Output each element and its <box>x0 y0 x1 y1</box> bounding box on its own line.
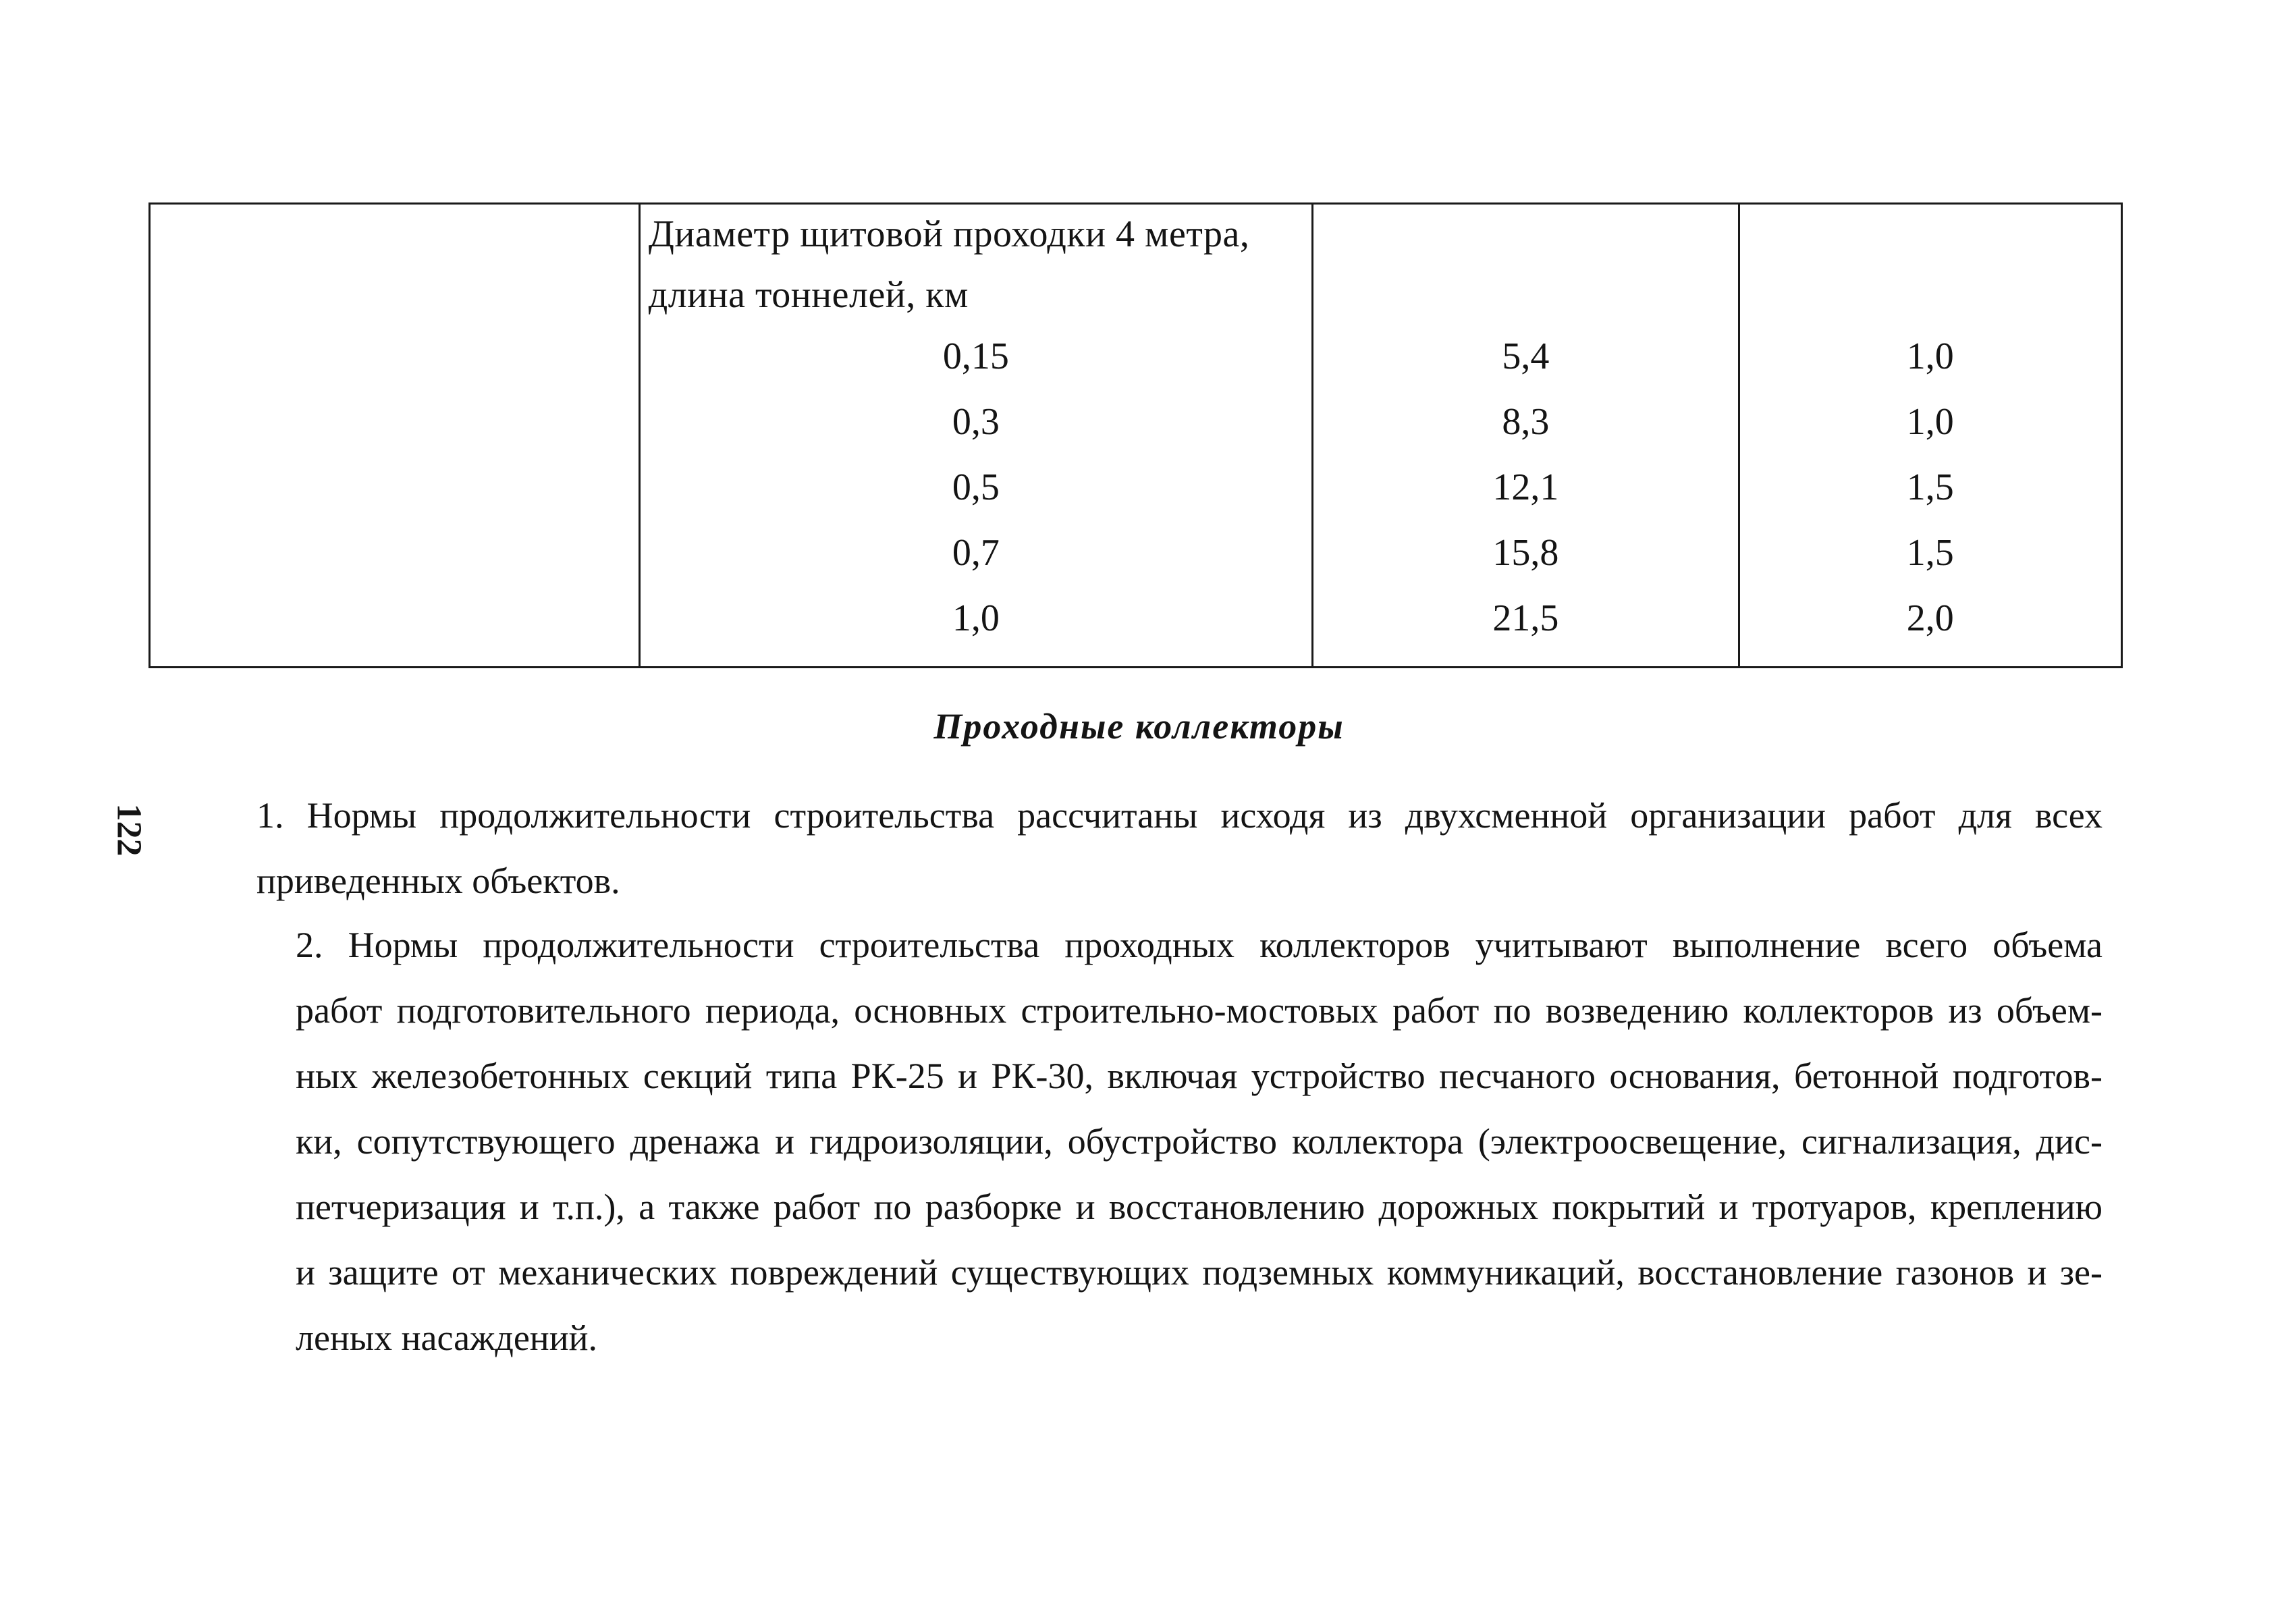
paragraph-line: 2. Нормы продолжительности строительства проходных коллекторов учитывают выполнение всего объема <box>296 925 2103 965</box>
length-value: 0,7 <box>952 532 1000 574</box>
preparatory-value: 1,0 <box>1906 335 1954 377</box>
preparatory-value: 1,5 <box>1906 466 1954 508</box>
preparatory-value: 2,0 <box>1906 597 1954 639</box>
characteristics-cell <box>639 204 1312 668</box>
preparatory-period-cell <box>1739 204 2121 668</box>
page-number: 122 <box>109 803 148 857</box>
duration-value: 15,8 <box>1492 532 1559 574</box>
duration-norms-table <box>148 202 2123 668</box>
paragraph-2 <box>165 913 2103 1371</box>
duration-value: 21,5 <box>1492 597 1559 639</box>
paragraph-line: 1. Нормы продолжительности строительства рассчитаны исходя из двухсменной организации работ для всех <box>256 795 2103 836</box>
duration-value: 5,4 <box>1502 335 1550 377</box>
length-value: 1,0 <box>952 597 1000 639</box>
length-value: 0,15 <box>942 335 1009 377</box>
duration-cell <box>1313 204 1739 668</box>
paragraph-line: работ подготовительного периода, основных строительно-мостовых работ по возведению коллекторов из объем- <box>296 990 2103 1031</box>
paragraph-1 <box>165 783 2103 914</box>
duration-value: 8,3 <box>1502 401 1550 443</box>
paragraph-line: ки, сопутствующего дренажа и гидроизоляции, обустройство коллектора (электроосвещение, сигнализация, дис- <box>296 1121 2103 1162</box>
paragraph-line: и защите от механических повреждений существующих подземных коммуникаций, восстановление газонов и зе- <box>296 1252 2103 1293</box>
paragraph-line: петчеризация и т.п.), а также работ по разборке и восстановлению дорожных покрытий и тротуаров, креплению <box>296 1187 2103 1227</box>
preparatory-value: 1,5 <box>1906 532 1954 574</box>
empty-object-cell <box>150 204 640 668</box>
paragraph-line: ных железобетонных секций типа РК-25 и РК-30, включая устройство песчаного основания, бетонной подготов- <box>296 1056 2103 1096</box>
duration-value: 12,1 <box>1492 466 1559 508</box>
preparatory-value: 1,0 <box>1906 401 1954 443</box>
table-heading-line-1: Диаметр щитовой проходки 4 метра, <box>648 213 1250 255</box>
table-heading-line-2: длина тоннелей, км <box>648 274 969 316</box>
paragraph-line: леных насаждений. <box>296 1318 598 1358</box>
section-title: Проходные коллекторы <box>933 706 1345 747</box>
length-value: 0,5 <box>952 466 1000 508</box>
table-row <box>150 204 2122 668</box>
length-value: 0,3 <box>952 401 1000 443</box>
paragraph-line: приведенных объектов. <box>256 861 620 901</box>
